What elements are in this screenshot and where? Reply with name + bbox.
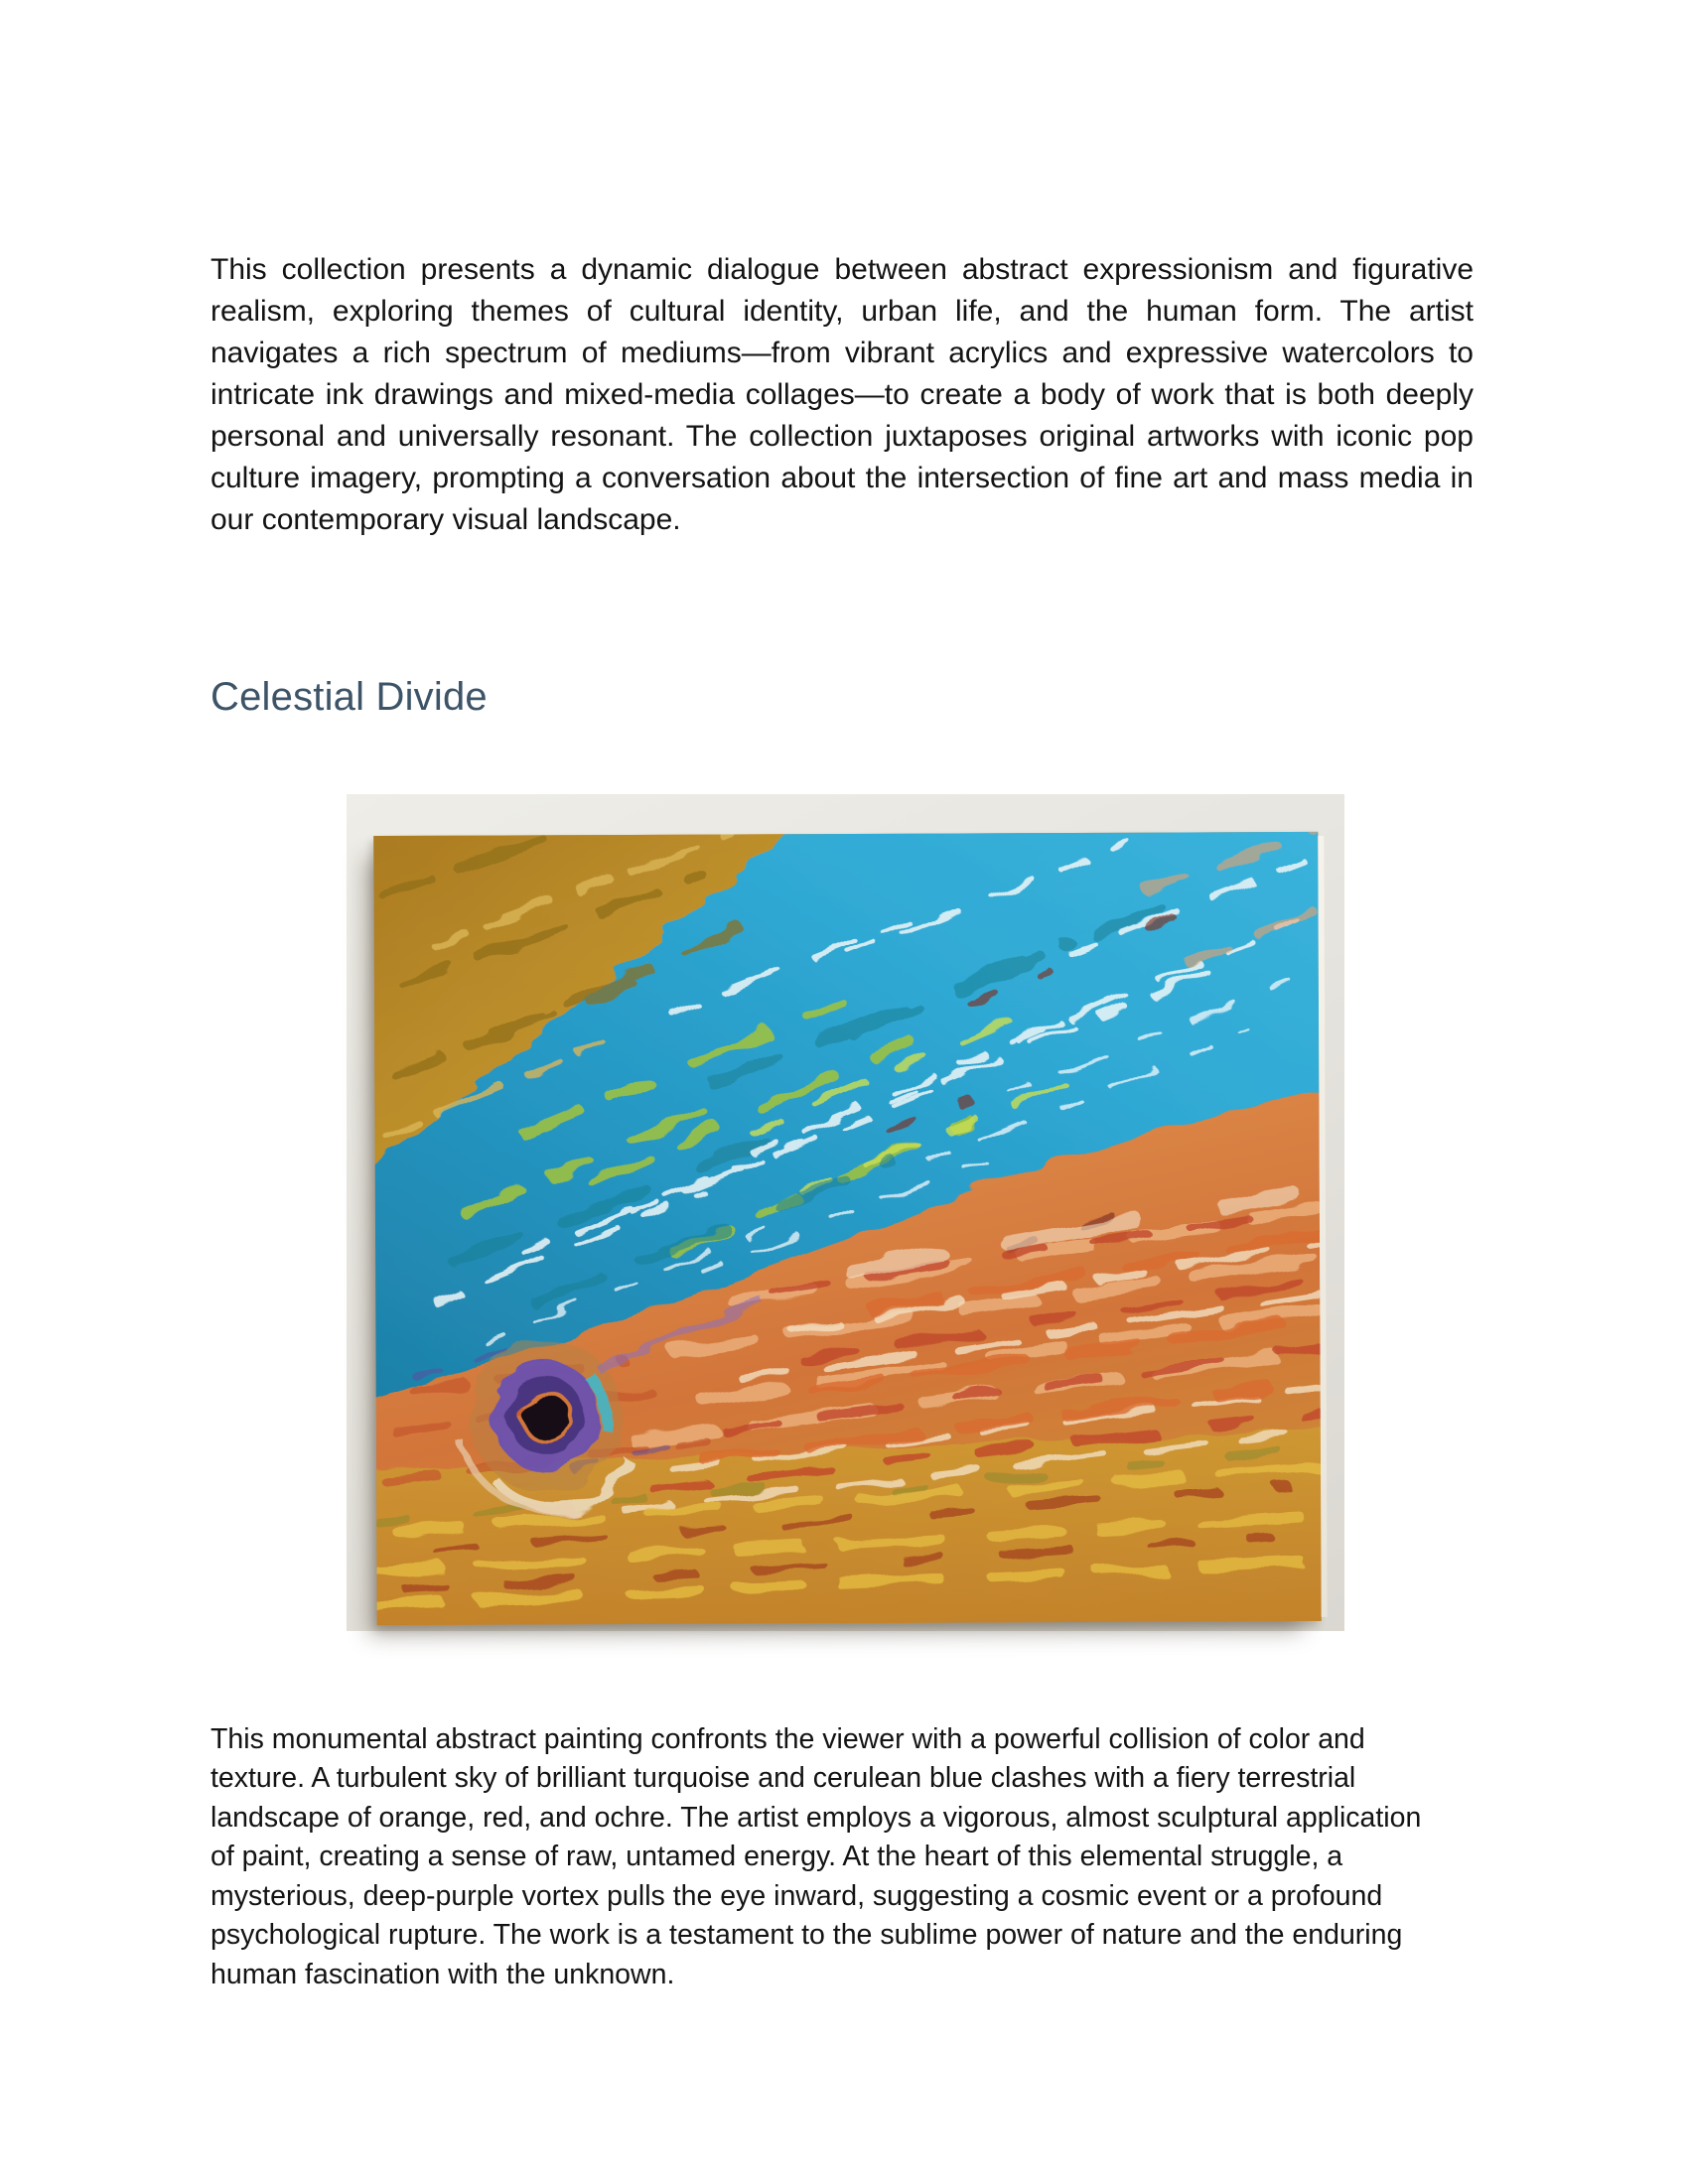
intro-paragraph: This collection presents a dynamic dialogue between abstract expressionism and figurative realism, exploring themes of cultural identity, urban life, and the human form. The artist navigates a rich spectrum of mediums—from vibrant acrylics and expressive watercolors to intricate ink drawings and mixed-media collages—to create a body of work that is both deeply personal and universally resonant. The collection juxtaposes original artworks with iconic pop culture imagery, prompting a conversation about the intersection of fine art and mass media in our contemporary visual landscape. (211, 253, 1474, 536)
artwork-description-paragraph: This monumental abstract painting confronts the viewer with a powerful collision of color and texture. A turbulent sky of brilliant turquoise and cerulean blue clashes with a fiery terrestrial landscape of orange, red, and ochre. The artist employs a vigorous, almost sculptural application of paint, creating a sense of raw, untamed energy. At the heart of this elemental struggle, a mysterious, deep-purple vortex pulls the eye inward, suggesting a cosmic event or a profound psychological rupture. The work is a testament to the sublime power of nature and the enduring human fascination with the unknown. (211, 1722, 1422, 1991)
section-heading: Celestial Divide (211, 675, 488, 719)
painting-canvas (373, 832, 1321, 1625)
artwork-photo (347, 794, 1344, 1631)
abstract-painting (373, 832, 1321, 1625)
